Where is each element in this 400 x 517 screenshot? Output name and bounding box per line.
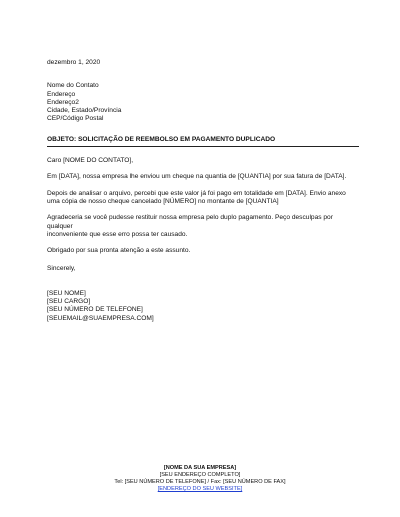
letterhead-footer [0,465,400,493]
signature-name: [SEU NOME] [47,289,86,297]
recipient-address [47,82,367,123]
footer-address: [SEU ENDEREÇO COMPLETO] [159,472,241,478]
paragraph-4-text: Obrigado por sua pronta atenção a este assunto. [47,247,191,255]
paragraph-3-line-1: Agradeceria se você pudesse restituir nossa empresa pelo duplo pagamento. Peço desculpas por [47,214,333,222]
footer-contact: Tel: [SEU NÚMERO DE TELEFONE] / Fax: [SEU NÚMERO DE FAX] [114,479,286,485]
letter-paragraph-4 [47,247,367,255]
letter-salutation: Caro [NOME DO CONTATO], [47,157,134,165]
recipient-address-line1: Endereço [47,90,76,98]
paragraph-3-line-2: qualquer [47,222,73,230]
letter-date: dezembro 1, 2020 [47,59,101,66]
footer-company-name: [NOME DA SUA EMPRESA] [163,465,237,471]
letter-paragraph-3 [47,214,367,239]
paragraph-2-line-1: Depois de analisar o arquivo, percebi que este valor já foi pago em totalidade em [DATA]. Envio anexo [47,189,346,197]
paragraph-2-line-2: uma cópia de nosso cheque cancelado [NÚMERO] no montante de [QUANTIA] [47,197,279,205]
recipient-contact-name: Nome do Contato [47,82,99,90]
recipient-address-line2: Endereço2 [47,98,79,106]
recipient-city-state: Cidade, Estado/Província [47,107,122,115]
letter-closing: Sincerely, [47,265,76,273]
signature-title: [SEU CARGO] [47,298,91,306]
letter-subject: OBJETO: SOLICITAÇÃO DE REEMBOLSO EM PAGAMENTO DUPLICADO [47,136,359,147]
paragraph-1-text: Em [DATA], nossa empresa lhe enviou um cheque na quantia de [QUANTIA] por sua fatura de [DATA]. [47,173,347,181]
letter-body [47,59,367,323]
footer-website-link[interactable]: [ENDEREÇO DO SEU WEBSITE] [157,486,243,492]
signature-block [47,290,367,323]
signature-email: [SEUEMAIL@SUAEMPRESA.COM] [47,314,154,322]
recipient-postal-code: CEP/Código Postal [47,115,104,123]
letter-paragraph-2 [47,190,367,207]
paragraph-3-line-3: inconveniente que esse erro possa ter causado. [47,230,188,238]
signature-phone: [SEU NÚMERO DE TELEFONE] [47,306,143,314]
letter-paragraph-1 [47,173,367,181]
